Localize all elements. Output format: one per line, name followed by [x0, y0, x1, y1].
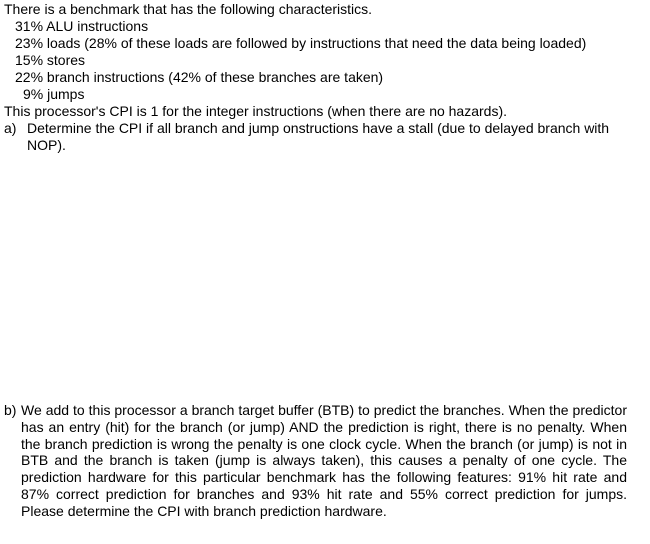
intro-text: There is a benchmark that has the following characteristics. [4, 1, 373, 17]
characteristic-branches: 22% branch instructions (42% of these branches are taken) [15, 69, 384, 85]
characteristic-jumps: 9% jumps [23, 86, 85, 102]
cpi-statement: This processor's CPI is 1 for the integer instructions (when there are no hazards). [4, 103, 508, 119]
part-a-marker: a) [4, 120, 17, 136]
part-a-line-2: NOP). [27, 137, 66, 153]
part-b-text: We add to this processor a branch target buffer (BTB) to predict the branches. When the predictor has an entry (hit) for the branch (or jump) AND the prediction is right, there is no penalty. When the branch prediction is wrong the penalty is one clock cycle. When the branch (or jump) is not in BTB and the branch is taken (jump is always taken), this causes a penalty of one cycle. The prediction hardware for this particular benchmark has the following features: 91% hit rate and 87% correct prediction for branches and 93% hit rate and 55% correct prediction for jumps. Please determine the CPI with branch prediction hardware. [21, 402, 627, 519]
characteristic-stores: 15% stores [15, 52, 86, 68]
part-a-line-1: Determine the CPI if all branch and jump onstructions have a stall (due to delayed branch with [27, 120, 610, 136]
part-b-marker: b) [4, 402, 17, 418]
characteristic-loads: 23% loads (28% of these loads are followed by instructions that need the data being loaded) [15, 35, 587, 51]
characteristic-alu: 31% ALU instructions [15, 18, 149, 34]
